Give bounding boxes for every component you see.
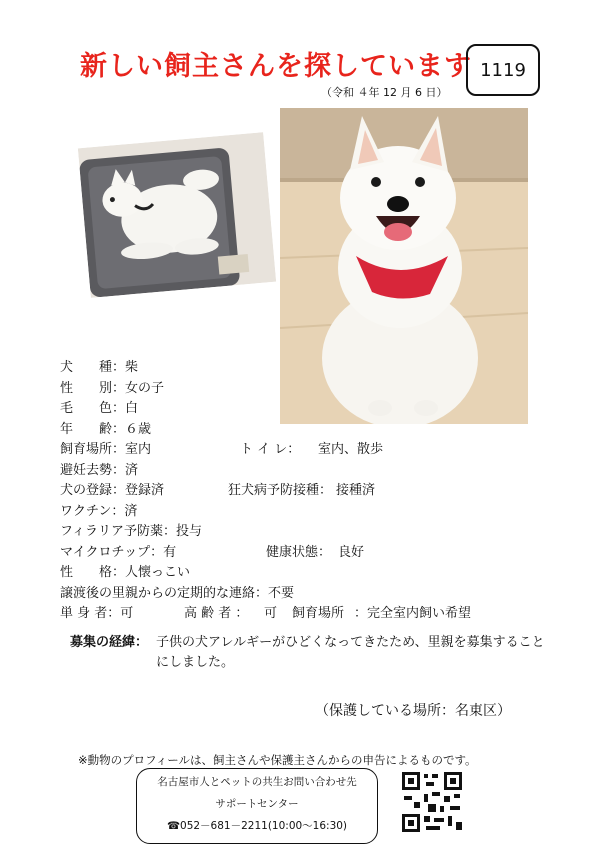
profile-row	[60, 481, 376, 502]
profile-value: 済	[124, 503, 138, 519]
profile-label: 健康状態：	[266, 544, 332, 560]
profile-value: 室内、散歩	[318, 442, 384, 457]
profile-label: 年 齢：	[60, 421, 126, 437]
profile-row	[60, 440, 384, 461]
profile-row	[60, 584, 294, 605]
profile-row	[60, 543, 365, 564]
profile-label: 譲渡後の里親からの定期的な連絡：	[60, 585, 269, 601]
page-title: 新しい飼主さんを探しています	[80, 51, 472, 82]
conditions-row	[60, 604, 472, 625]
profile-label: マイクロチップ：	[60, 544, 164, 560]
profile-value: 済	[125, 462, 139, 478]
profile-row	[60, 379, 294, 400]
recruit-label: 募集の経緯：	[70, 635, 149, 650]
profile-value: 不要	[268, 585, 295, 601]
profile-value: ６歳	[125, 421, 152, 437]
qr-code-icon[interactable]	[400, 770, 464, 834]
profile-row	[60, 358, 294, 379]
profile-label: 犬の登録：	[60, 483, 126, 498]
profile-value: 女の子	[125, 380, 165, 396]
profile-label: 狂犬病予防接種：	[228, 483, 333, 498]
profile-label: 毛 色：	[60, 401, 126, 416]
recruit-text: 子供の犬アレルギーがひどくなってきたため、里親を募集することにしました。	[156, 635, 545, 670]
contact-center: サポートセンター	[215, 798, 299, 810]
contact-org: 名古屋市人とペットの共生お問い合わせ先	[157, 776, 357, 788]
profile-row	[60, 563, 294, 584]
single-value: 可	[120, 606, 134, 621]
profile-row	[60, 502, 294, 523]
dog-photo-lying	[78, 132, 276, 298]
contact-phone: ☎052－681－2211(10:00～16:30)	[166, 820, 348, 832]
profile-label: 性 別：	[60, 380, 126, 396]
recruit-reason	[70, 633, 545, 670]
place-value: ：完全室内飼い希望	[354, 606, 472, 621]
profile-value: 白	[125, 401, 139, 416]
profile-value: 人懐っこい	[125, 565, 191, 580]
dog-profile	[60, 358, 472, 625]
profile-row	[60, 461, 294, 482]
profile-label: ワクチン：	[60, 503, 125, 519]
post-date: （令和 ４年 12 月 6 日）	[321, 86, 448, 99]
profile-label: 避妊去勢：	[60, 462, 126, 478]
elderly-value: 可	[264, 606, 278, 621]
profile-label: ト イ レ：	[240, 442, 301, 457]
single-label: 単 身 者：	[60, 606, 121, 621]
profile-value: 室内	[125, 442, 152, 457]
elderly-label: 高 齢 者 ：	[184, 606, 249, 621]
profile-value: 投与	[175, 524, 202, 539]
shelter-location: （保護している場所：名東区）	[315, 703, 511, 719]
profile-row	[60, 522, 294, 543]
disclaimer-note: ※動物のプロフィールは、飼主さんや保護主さんからの申告によるものです。	[78, 753, 477, 767]
dog-photo-sitting	[280, 108, 528, 424]
profile-label: フィラリア予防薬：	[60, 524, 176, 539]
id-number-badge: 1119	[466, 44, 540, 96]
profile-value: 柴	[125, 360, 139, 375]
contact-box	[136, 768, 378, 844]
profile-row	[60, 420, 294, 441]
profile-value: 有	[163, 544, 177, 560]
profile-label: 飼育場所：	[60, 442, 126, 457]
profile-label: 犬 種：	[60, 360, 126, 375]
profile-value: 接種済	[336, 483, 376, 498]
profile-label: 性 格：	[60, 565, 126, 580]
profile-row	[60, 399, 294, 420]
profile-value: 良好	[338, 544, 365, 560]
profile-value: 登録済	[125, 483, 165, 498]
place-label: 飼育場所	[292, 606, 345, 621]
